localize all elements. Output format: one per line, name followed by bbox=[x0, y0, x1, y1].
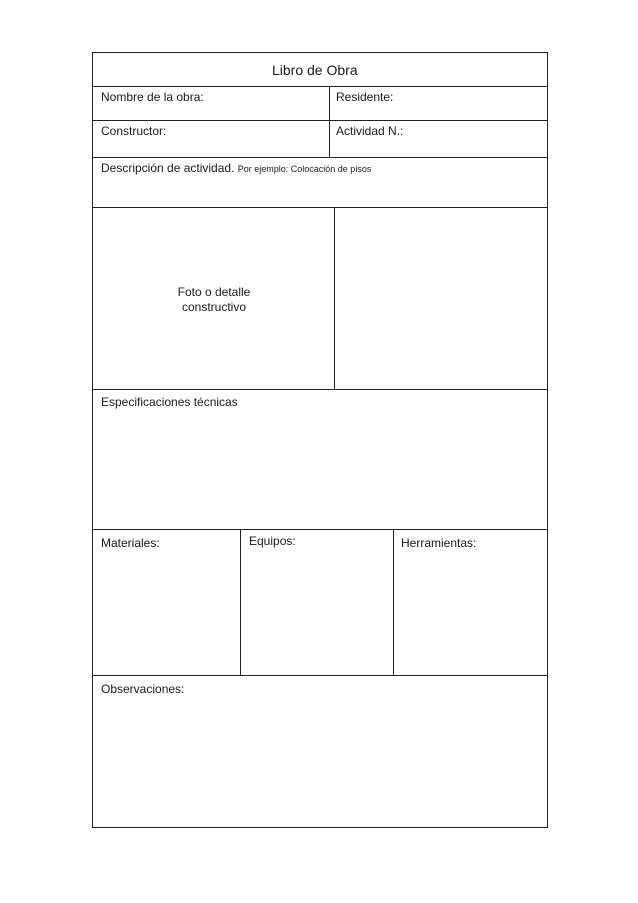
constructor-label: Constructor: bbox=[101, 124, 167, 138]
foto-label-line1: Foto o detalle bbox=[177, 285, 251, 299]
divider-after-constructor bbox=[92, 157, 548, 158]
divider-obra-residente bbox=[329, 86, 330, 157]
divider-after-descripcion bbox=[92, 207, 548, 208]
divider-after-materiales bbox=[92, 675, 548, 676]
descripcion-example: Por ejemplo: Colocación de pisos bbox=[237, 164, 372, 174]
descripcion-title: Descripción de actividad. bbox=[101, 161, 235, 175]
residente-label: Residente: bbox=[336, 90, 394, 104]
divider-photo bbox=[334, 207, 335, 389]
divider-after-title bbox=[92, 86, 548, 87]
especificaciones-label: Especificaciones técnicas bbox=[101, 395, 238, 409]
equipos-label: Equipos: bbox=[249, 534, 296, 548]
divider-after-especificaciones bbox=[92, 529, 548, 530]
nombre-obra-label: Nombre de la obra: bbox=[101, 90, 204, 104]
materiales-label: Materiales: bbox=[101, 536, 160, 550]
observaciones-label: Observaciones: bbox=[101, 682, 185, 696]
divider-after-photo bbox=[92, 389, 548, 390]
divider-materiales-equipos bbox=[240, 529, 241, 675]
actividad-label: Actividad N.: bbox=[336, 124, 404, 138]
descripcion-label bbox=[101, 161, 371, 176]
divider-equipos-herramientas bbox=[393, 529, 394, 675]
foto-label-line2: constructivo bbox=[181, 300, 247, 314]
form-title: Libro de Obra bbox=[272, 62, 358, 78]
foto-detalle-label bbox=[134, 285, 294, 315]
divider-after-obra bbox=[92, 120, 548, 121]
herramientas-label: Herramientas: bbox=[401, 536, 477, 550]
